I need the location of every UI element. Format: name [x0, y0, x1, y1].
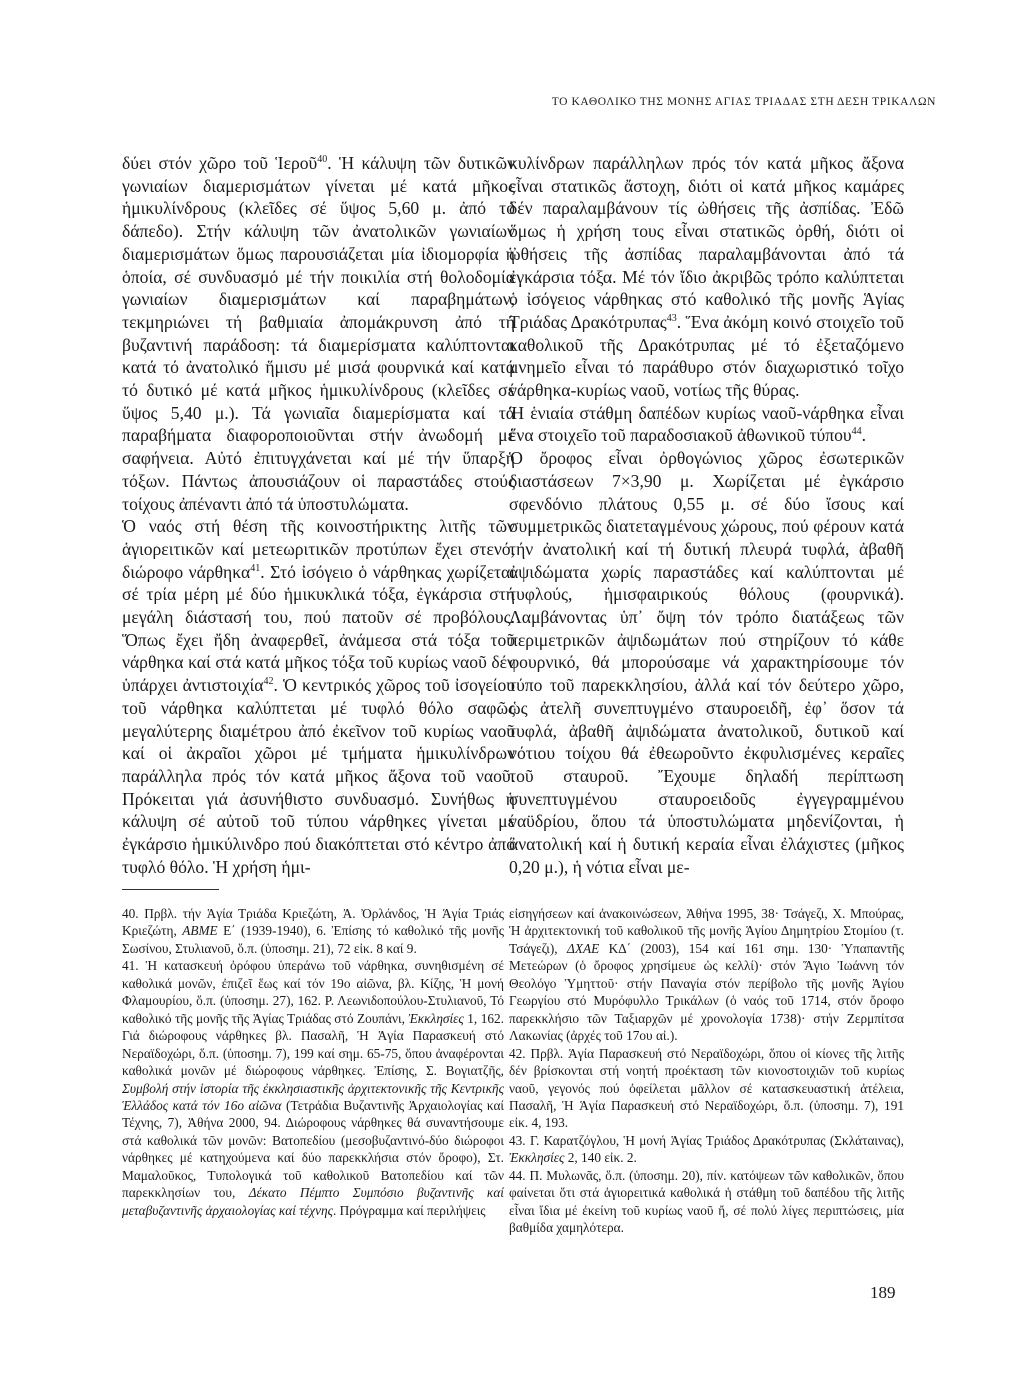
- page-number: 189: [870, 1283, 896, 1302]
- footnote: 43. Γ. Καρατζόγλου, Ἡ μονή Ἁγίας Τριάδος Δρακότρυπας (Σκλάταινας), Ἐκκλησίες 2, 140 εἰκ. 2.: [509, 1132, 904, 1166]
- body-column-left: [122, 152, 515, 879]
- footnote: εἰσηγήσεων καί ἀνακοινώσεων, Ἀθήνα 1995, 38· Τσάγεζι, Χ. Μπούρας, Ἡ ἀρχιτεκτονική τοῦ καθολικοῦ τῆς μονῆς Ἁγίου Δημητρίου Στομίου (τ. Τσάγεζι), ΔΧΑΕ ΚΔ΄ (2003), 154 καί 161 σημ. 130· Ὑπαπαντῆς Μετεώρων (ὁ ὄροφος χρησίμευε ὡς κελλί)· στόν Ἅγιο Ἰωάννη τόν Θεολόγο Ὑμηττοῦ· στήν Παναγία στόν περίβολο τῆς μονῆς Ἁγίου Γεωργίου στό Μυρόφυλλο Τρικάλων (ὁ ναός τοῦ 1714, στόν ὄροφο παρεκκλήσιο τῶν Ταξιαρχῶν μέ χρονολογία 1738)· στήν Ζερμπίτσα Λακωνίας (ἀρχές τοῦ 17ου αἰ.).: [509, 906, 904, 1044]
- body-paragraph: κυλίνδρων παράλληλων πρός τόν κατά μῆκος ἄξονα εἶναι στατικῶς ἄστοχη, διότι οἱ κατά μῆκος καμάρες δέν παραλαμβάνουν τίς ὠθήσεις τῆς ἀσπίδας. Ἐδῶ ὅμως ἡ χρήση τους εἶναι στατικῶς ὀρθή, διότι οἱ ὠθήσεις τῆς ἀσπίδας παραλαμβάνονται ἀπό τά ἐγκάρσια τόξα. Μέ τόν ἴδιο ἀκριβῶς τρόπο καλύπτεται ὁ ἰσόγειος νάρθηκας στό καθολικό τῆς μονῆς Ἁγίας Τριάδας Δρακότρυπας$^{43}$. Ἕνα ἀκόμη κοινό στοιχεῖο τοῦ καθολικοῦ τῆς Δρακότρυπας μέ τό ἐξεταζόμενο μνημεῖο εἶναι τό παράθυρο στόν διαχωριστικό τοῖχο νάρθηκα-κυρίως ναοῦ, νοτίως τῆς θύρας.: [509, 153, 904, 401]
- running-header: ΤΟ ΚΑΘΟΛΙΚΟ ΤΗΣ ΜΟΝΗΣ ΑΓΙΑΣ ΤΡΙΑΔΑΣ ΣΤΗ ΔΕΣΗ ΤΡΙΚΑΛΩΝ: [551, 96, 936, 108]
- footnote: 42. Πρβλ. Ἁγία Παρασκευή στό Νεραϊδοχώρι, ὅπου οἱ κίονες τῆς λιτῆς δέν βρίσκονται στή νοητή προέκταση τῶν κιονοστοιχιῶν τοῦ κυρίως ναοῦ, γεγονός πού ὀφείλεται μᾶλλον σέ κατασκευαστική ἀτέλεια, Πασαλῆ, Ἡ Ἁγία Παρασκευή στό Νεραϊδοχώρι, ὅ.π. (ὑποσημ. 7), 191 εἰκ. 4, 193.: [509, 1045, 904, 1131]
- footnote-rule: [122, 889, 219, 890]
- footnote: 40. Πρβλ. τήν Ἁγία Τριάδα Κριεζώτη, Ἀ. Ὀρλάνδος, Ἡ Ἁγία Τριάς Κριεζώτη, ΑΒΜΕ Ε΄ (1939-1940), 6. Ἐπίσης τό καθολικό τῆς μονῆς Σωσίνου, Στυλιανοῦ, ὅ.π. (ὑποσημ. 21), 72 εἰκ. 8 καί 9.: [122, 906, 504, 956]
- body-paragraph: Ὁ ναός στή θέση τῆς κοινοστήρικτης λιτῆς τῶν ἁγιορειτικῶν καί μετεωριτικῶν προτύπων ἔχει στενό, διώροφο νάρθηκα$^{41}$. Στό ἰσόγειο ὁ νάρθηκας χωρίζεται σέ τρία μέρη μέ δύο ἡμικυκλικά τόξα, ἐγκάρσια στή μεγάλη διάστασή του, πού πατοῦν σέ προβόλους. Ὅπως ἔχει ἤδη ἀναφερθεῖ, ἀνάμεσα στά τόξα τοῦ νάρθηκα καί στά κατά μῆκος τόξα τοῦ κυρίως ναοῦ δέν ὑπάρχει ἀντιστοιχία$^{42}$. Ὁ κεντρικός χῶρος τοῦ ἰσογείου τοῦ νάρθηκα καλύπτεται μέ τυφλό θόλο σαφῶς μεγαλύτερης διαμέτρου ἀπό ἐκεῖνον τοῦ κυρίως ναοῦ καί οἱ ἀκραῖοι χῶροι μέ τμήματα ἡμικυλίνδρων παράλληλα πρός τόν κατά μῆκος ἄξονα τοῦ ναοῦ. Πρόκειται γιά ἀσυνήθιστο συνδυασμό. Συνήθως ἡ κάλυψη σέ αὐτοῦ τοῦ τύπου νάρθηκες γίνεται μέ ἐγκάρσιο ἡμικύλινδρο πού διακόπτεται στό κέντρο ἀπό τυφλό θόλο. Ἡ χρήση ἡμι-: [122, 516, 515, 877]
- body-column-right: [509, 152, 904, 879]
- body-paragraph: δύει στόν χῶρο τοῦ Ἱεροῦ$^{40}$. Ἡ κάλυψη τῶν δυτικῶν γωνιαίων διαμερισμάτων γίνεται μέ κατά μῆκος ἡμικυλίνδρους (κλεῖδες σέ ὕψος 5,60 μ. ἀπό τό δάπεδο). Στήν κάλυψη τῶν ἀνατολικῶν γωνιαίων διαμερισμάτων ὅμως παρουσιάζεται μία ἰδιομορφία ἡ ὁποία, σέ συνδυασμό μέ τήν ποικιλία στή θολοδομία γωνιαίων διαμερισμάτων καί παραβημάτων, τεκμηριώνει τή βαθμιαία ἀπομάκρυνση ἀπό τή βυζαντινή παράδοση: τά διαμερίσματα καλύπτονται κατά τό ἀνατολικό ἥμισυ μέ μισά φουρνικά καί κατά τό δυτικό μέ κατά μῆκος ἡμικυλίνδρους (κλεῖδες σέ ὕψος 5,40 μ.). Τά γωνιαῖα διαμερίσματα καί τά παραβήματα διαφοροποιοῦνται στήν ἀνωδομή μέ σαφήνεια. Αὐτό ἐπιτυγχάνεται καί μέ τήν ὕπαρξη τόξων. Πάντως ἀπουσιάζουν οἱ παραστάδες στούς τοίχους ἀπέναντι ἀπό τά ὑποστυλώματα.: [122, 153, 515, 514]
- footnote: 41. Ἡ κατασκευή ὀρόφου ὑπεράνω τοῦ νάρθηκα, συνηθισμένη σέ καθολικά μονῶν, ἐπιζεῖ ἕως καί τόν 19ο αἰῶνα, βλ. Κίζης, Ἡ μονή Φλαμουρίου, ὅ.π. (ὑποσημ. 27), 162. Ρ. Λεωνιδοπούλου-Στυλιανοῦ, Τό καθολικό τῆς μονῆς τῆς Ἁγίας Τριάδας στό Ζουπάνι, Ἐκκλησίες 1, 162. Γιά διώροφους νάρθηκες βλ. Πασαλῆ, Ἡ Ἁγία Παρασκευή στό Νεραϊδοχώρι, ὅ.π. (ὑποσημ. 7), 199 καί σημ. 65-75, ὅπου ἀναφέρονται καθολικά μονῶν μέ διώροφους νάρθηκες. Ἐπίσης, Σ. Βογιατζῆς, Συμβολή στήν ἱστορία τῆς ἐκκλησιαστικῆς ἀρχιτεκτονικῆς τῆς Κεντρικῆς Ἑλλάδος κατά τόν 16ο αἰῶνα (Τετράδια Βυζαντινῆς Ἀρχαιολογίας καί Τέχνης, 7), Ἀθήνα 2000, 94. Διώροφους νάρθηκες θά συναντήσουμε στά καθολικά τῶν μονῶν: Βατοπεδίου (μεσοβυζαντινό-δύο διώροφοι νάρθηκες μέ κατηχούμενα καί δύο παρεκκλήσια στόν ὄροφο), Στ. Μαμαλοῦκος, Τυπολογικά τοῦ καθολικοῦ Βατοπεδίου καί τῶν παρεκκλησίων του, Δέκατο Πέμπτο Συμπόσιο βυζαντινῆς καί μεταβυζαντινῆς ἀρχαιολογίας καί τέχνης. Πρόγραμμα καί περιλήψεις: [122, 958, 505, 1218]
- footnotes-right: [509, 905, 904, 1237]
- footnote: 44. Π. Μυλωνᾶς, ὅ.π. (ὑποσημ. 20), πίν. κατόψεων τῶν καθολικῶν, ὅπου φαίνεται ὅτι στά ἁγιορειτικά καθολικά ἡ στάθμη τοῦ δαπέδου τῆς λιτῆς εἶναι ἴδια μέ ἐκείνη τοῦ κυρίως ναοῦ ἤ, σέ πολύ λίγες περιπτώσεις, μία βαθμίδα χαμηλότερα.: [509, 1167, 904, 1236]
- footnotes-left: [122, 905, 504, 1219]
- body-paragraph: Ὁ ὄροφος εἶναι ὀρθογώνιος χῶρος ἐσωτερικῶν διαστάσεων 7×3,90 μ. Χωρίζεται μέ ἐγκάρσιο σφενδόνιο πλάτους 0,55 μ. σέ δύο ἴσους καί συμμετρικῶς διατεταγμένους χώρους, πού φέρουν κατά τήν ἀνατολική καί τή δυτική πλευρά τυφλά, ἀβαθῆ ἀψιδώματα χωρίς παραστάδες καί καλύπτονται μέ τυφλούς, ἡμισφαιρικούς θόλους (φουρνικά). Λαμβάνοντας ὑπ᾽ ὄψη τόν τρόπο διατάξεως τῶν περιμετρικῶν ἀψιδωμάτων πού στηρίζουν τό κάθε φουρνικό, θά μπορούσαμε νά χαρακτηρίσουμε τόν τύπο τοῦ παρεκκλησίου, ἀλλά καί τόν δεύτερο χῶρο, ὡς ἀτελῆ συνεπτυγμένο σταυροειδῆ, ἐφ᾽ ὅσον τά τυφλά, ἀβαθῆ ἀψιδώματα ἀνατολικοῦ, δυτικοῦ καί νότιου τοίχου θά ἐθεωροῦντο ἐκφυλισμένες κεραῖες τοῦ σταυροῦ. Ἔχουμε δηλαδή περίπτωση συνεπτυγμένου σταυροειδοῦς ἐγγεγραμμένου ναϋδρίου, ὅπου τά ὑποστυλώματα μηδενίζονται, ἡ ἀνατολική καί ἡ δυτική κεραία εἶναι ἐλάχιστες (μῆκος 0,20 μ.), ἡ νότια εἶναι με-: [509, 448, 904, 877]
- body-paragraph: Ἡ ἑνιαία στάθμη δαπέδων κυρίως ναοῦ-νάρθηκα εἶναι ἕνα στοιχεῖο τοῦ παραδοσιακοῦ ἀθωνικοῦ τύπου$^{44}$.: [509, 402, 904, 446]
